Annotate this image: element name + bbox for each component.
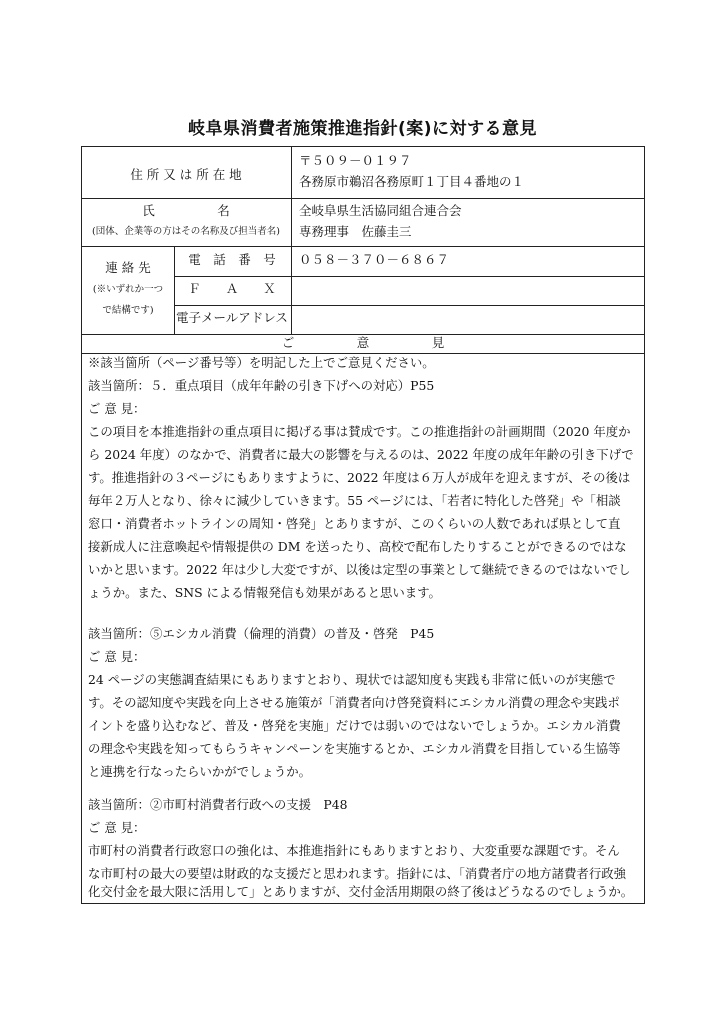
fax-label: Ｆ Ａ Ｘ [188, 281, 276, 296]
opinion-line: 該当箇所：⑤エシカル消費（倫理的消費）の普及・啓発 P45 [88, 626, 435, 641]
opinion-line: の理念や実践を知ってもらうキャンペーンを実施するとか、エシカル消費を目指している生協等 [88, 741, 621, 756]
address-postal-code: 〒５０９－０１９７ [299, 153, 412, 168]
contact-note-2: で結構です) [102, 305, 154, 316]
opinion-line: す。推進指針の３ページにもありますように、2022 年度は６万人が成年を迎えますが、その後は [88, 470, 631, 485]
opinion-line: イントを盛り込むなど、普及・啓発を実施」だけでは弱いのではないでしょうか。エシカル消費 [88, 718, 621, 733]
opinion-line: な市町村の最大の要望は財政的な支援だと思われます。指針には、「消費者庁の地方諸費者行政強 [88, 866, 626, 881]
opinion-line: ら 2024 年度）のなかで、消費者に最大の影響を与えるのは、2022 年度の成年年齢の引き下げで [88, 447, 634, 462]
opinion-line: ご 意 見： [88, 820, 146, 835]
address-street: 各務原市鵜沼各務原町１丁目４番地の１ [299, 174, 525, 189]
phone-label: 電 話 番 号 [188, 252, 276, 267]
row-divider [82, 246, 644, 247]
opinion-line: 接新成人に注意喚起や情報提供の DM を送ったり、高校で配布したりすることができるのではな [88, 539, 627, 554]
column-divider [291, 147, 292, 334]
address-label: 住 所 又 は 所 在 地 [130, 167, 242, 182]
phone-value: ０５８－３７０－６８６７ [299, 252, 450, 267]
document-title: 岐阜県消費者施策推進指針(案)に対する意見 [187, 119, 538, 139]
opinion-line: す。その認知度や実践を向上させる施策が「消費者向け啓発資料にエシカル消費の理念や実践ポ [88, 695, 620, 710]
name-label: 氏 名 [142, 203, 230, 218]
opinion-line: 該当箇所：②市町村消費者行政への支援 P48 [88, 797, 348, 812]
name-representative: 専務理事 佐藤圭三 [299, 224, 412, 239]
name-organization: 全岐阜県生活協同組合連合会 [299, 203, 462, 218]
opinion-header: ご 意 見 [281, 335, 445, 350]
opinion-line: 市町村の消費者行政窓口の強化は、本推進指針にもありますとおり、大変重要な課題です。そん [88, 843, 620, 858]
contact-note-1: (※いずれか一つ [92, 284, 164, 295]
opinion-line: ご 意 見： [88, 401, 146, 416]
opinion-line: 毎年２万人となり、徐々に減少していきます。55 ページには、「若者に特化した啓発」や「相談 [88, 493, 621, 508]
name-note: (団体、企業等の方はその名称及び担当者名) [92, 226, 280, 237]
opinion-line: 該当箇所：５．重点項目（成年年齢の引き下げへの対応）P55 [88, 378, 435, 393]
contact-label: 連 絡 先 [105, 260, 151, 275]
opinion-line: いかと思います。2022 年は少し大変ですが、以後は定型の事業として継続できるのではないでし [88, 562, 631, 577]
row-divider [174, 276, 644, 277]
opinion-line: この項目を本推進指針の重点項目に掲げる事は賛成です。この推進指針の計画期間（2020 年度か [88, 424, 631, 439]
row-divider [82, 198, 644, 199]
opinion-line: ※該当箇所（ページ番号等）を明記した上でご意見ください。 [88, 355, 435, 370]
opinion-line: ご 意 見： [88, 649, 146, 664]
email-label: 電子メールアドレス [176, 310, 288, 325]
row-divider [174, 305, 644, 306]
opinion-line: と連携を行なったらいかがでしょうか。 [88, 764, 312, 779]
opinion-line: ょうか。また、SNS による情報発信も効果があると思います。 [88, 585, 441, 600]
opinion-line: 化交付金を最大限に活用して」とありますが、交付金活用期限の終了後はどうなるのでしょうか。 [88, 884, 634, 899]
opinion-line: 窓口・消費者ホットラインの周知・啓発」とありますが、このくらいの人数であれば県として直 [88, 516, 621, 531]
opinion-line: 24 ページの実態調査結果にもありますとおり、現状では認知度も実践も非常に低いのが実態で [88, 672, 616, 687]
